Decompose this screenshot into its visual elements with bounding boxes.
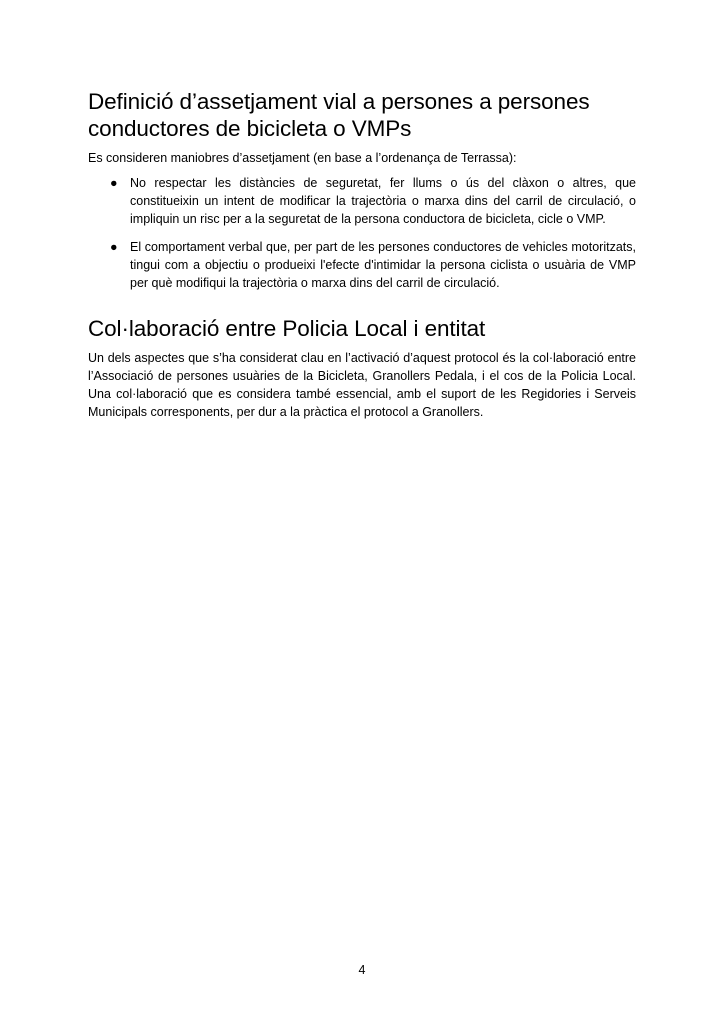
section-body-paragraph: Un dels aspectes que s’ha considerat clau en l’activació d’aquest protocol és la col·laboració entre l’Associació de persones usuàries de la Bicicleta, Granollers Pedala, i el cos de la Policia Local. Una col·laboració que es considera també essencial, amb el suport de les Regidories i Serveis Municipals corresponents, per dur a la pràctica el protocol a Granollers. bbox=[88, 351, 636, 419]
bullet-icon: ● bbox=[110, 240, 118, 254]
page-content bbox=[88, 88, 636, 421]
bullet-list bbox=[88, 174, 636, 292]
section-title-collaboration: Col·laboració entre Policia Local i entitat bbox=[88, 316, 486, 341]
page-number: 4 bbox=[358, 963, 366, 977]
section-title-harassment-definition: Definició d’assetjament vial a persones a persones conductores de bicicleta o VMPs bbox=[88, 89, 590, 141]
list-item bbox=[88, 174, 636, 228]
list-item-text: El comportament verbal que, per part de les persones conductores de vehicles motoritzats, tingui com a objectiu o produeixi l'efecte d'intimidar la persona ciclista o usuària de VMP per què modifiqui la trajectòria o marxa dins del carril de circulació. bbox=[130, 240, 636, 290]
bullet-icon: ● bbox=[110, 176, 118, 190]
list-item-text: No respectar les distàncies de seguretat, fer llums o ús del clàxon o altres, que constitueixin un intent de modificar la trajectòria o marxa dins del carril de circulació, o impliquin un risc per a la seguretat de la persona conductora de bicicleta, cicle o VMP. bbox=[130, 176, 636, 226]
list-item bbox=[88, 238, 636, 292]
section-intro: Es consideren maniobres d’assetjament (en base a l’ordenança de Terrassa): bbox=[88, 151, 517, 165]
